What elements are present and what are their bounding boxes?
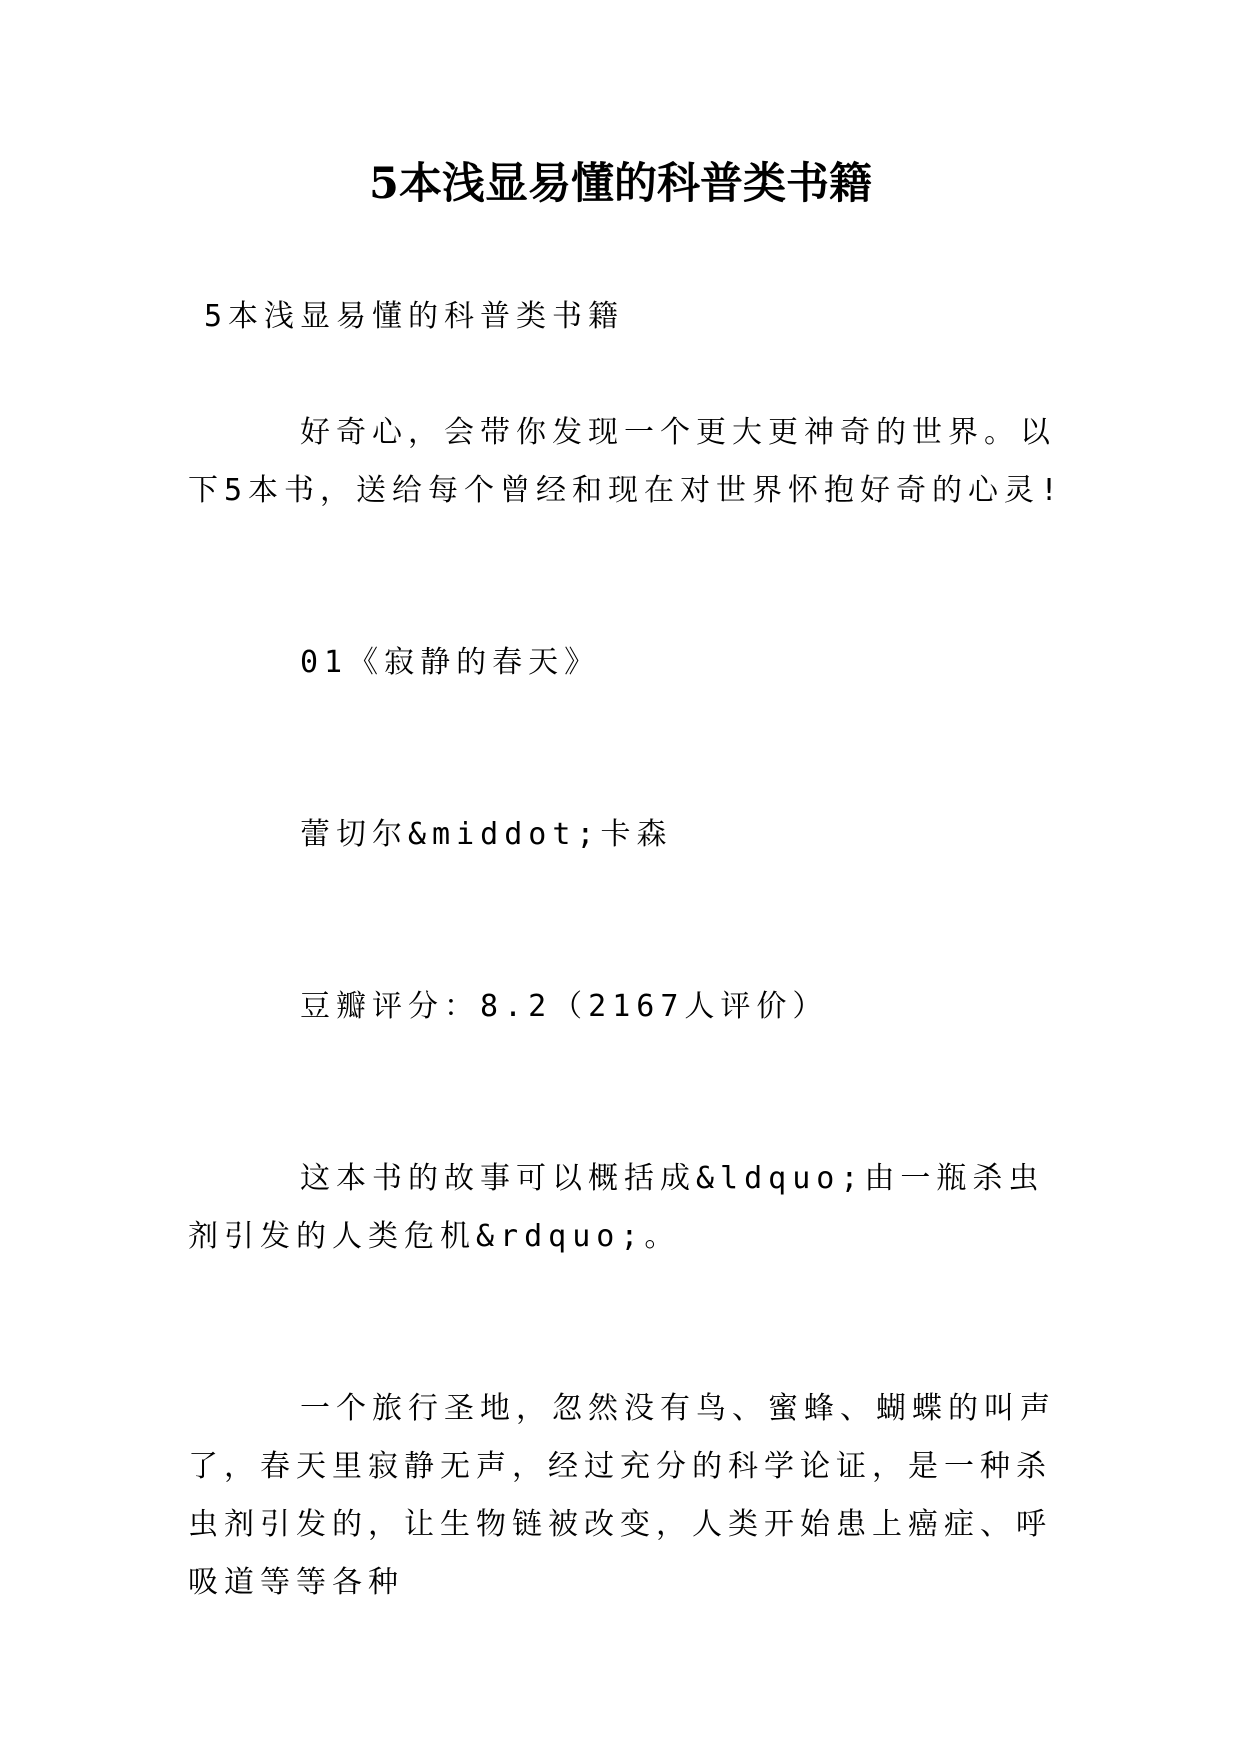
story-paragraph: 一个旅行圣地，忽然没有鸟、蜜蜂、蝴蝶的叫声了，春天里寂静无声，经过充分的科学论证，是一种杀虫剂引发的，让生物链被改变，人类开始患上癌症、呼吸道等等各种 xyxy=(188,1391,1056,1600)
document-title: 5本浅显易懂的科普类书籍 xyxy=(369,159,872,209)
summary-paragraph: 这本书的故事可以概括成&ldquo;由一瓶杀虫剂引发的人类危机&rdquo;。 xyxy=(188,1161,1045,1254)
book-author: 蕾切尔&middot;卡森 xyxy=(300,817,673,852)
subtitle-paragraph: 5本浅显易懂的科普类书籍 xyxy=(204,299,625,334)
book-rating: 豆瓣评分：8.2（2167人评价） xyxy=(300,989,829,1024)
intro-paragraph: 好奇心，会带你发现一个更大更神奇的世界。以下5本书，送给每个曾经和现在对世界怀抱好奇的心灵! xyxy=(188,415,1065,508)
book-heading: 01《寂静的春天》 xyxy=(300,645,601,680)
